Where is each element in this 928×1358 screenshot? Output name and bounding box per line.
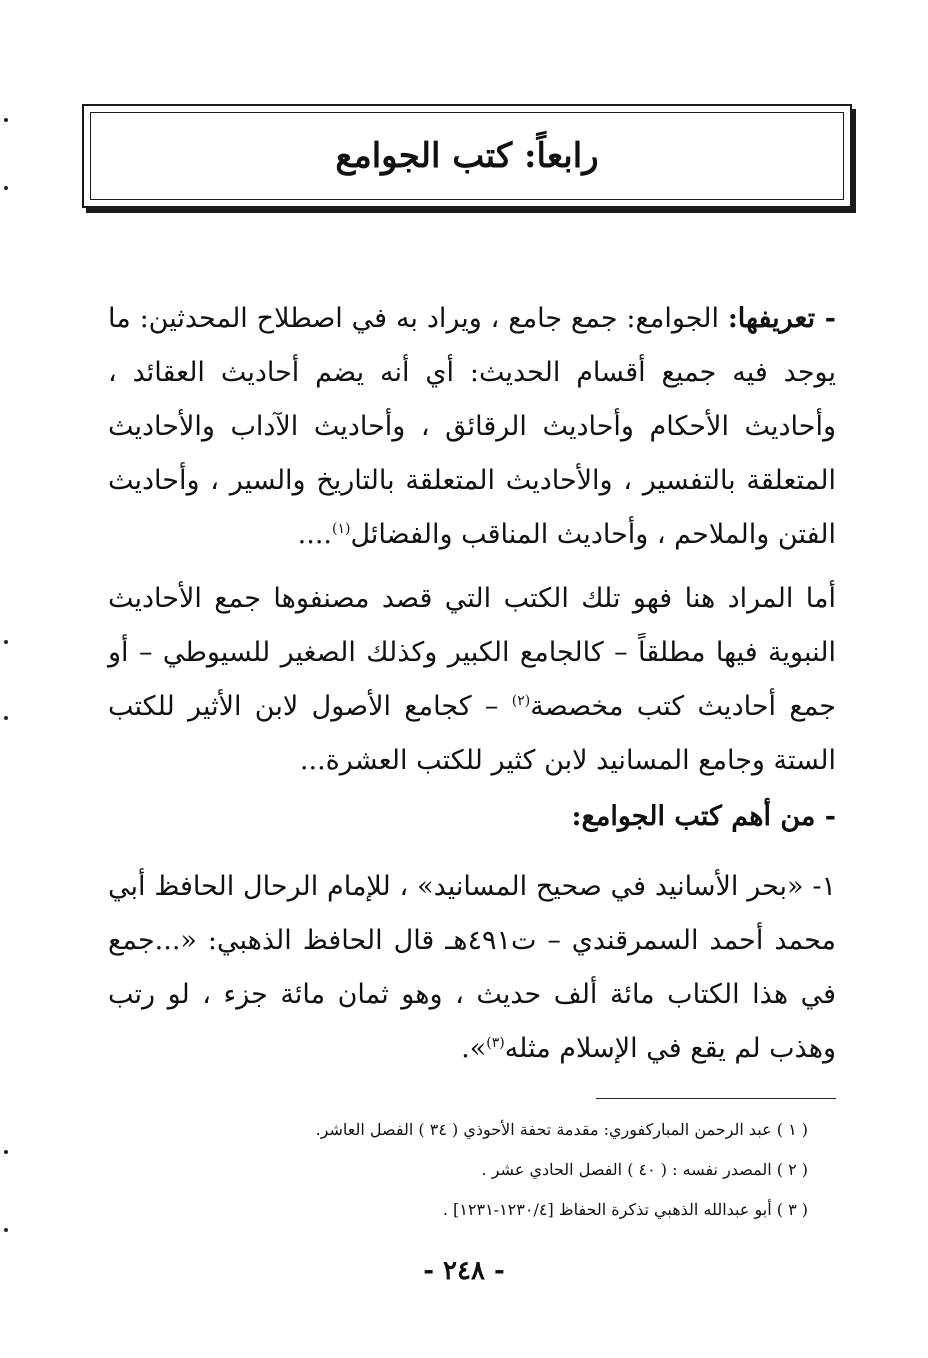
scan-mark: [4, 1150, 8, 1154]
item-1-text: ١- «بحر الأسانيد في صحيح المسانيد» ، للإمام الرحال الحافظ أبي محمد أحمد السمرقندي – ت٤٩١هـ قال الحافظ الذهبي: «...جمع في هذا الكتاب مائة ألف حديث ، وهو ثمان مائة جزء ، لو رتب وهذب لم يقع في الإسلام مثله: [108, 871, 836, 1064]
footnote-3: ( ٣ ) أبو عبدالله الذهبي تذكرة الحفاظ [١٢٣٠/٤-١٢٣١] .: [442, 1200, 808, 1219]
scan-mark: [4, 118, 8, 122]
purpose-text-2: – كجامع الأصول لابن الأثير للكتب الستة وجامع المسانيد لابن كثير للكتب العشرة...: [108, 691, 836, 776]
purpose-text-1: أما المراد هنا فهو تلك الكتب التي قصد مصنفوها جمع الأحاديث النبوية فيها مطلقاً – كالجامع الكبير وكذلك الصغير للسيوطي – أو جمع أحاديث كتب مخصصة: [108, 583, 836, 722]
body-text: [108, 292, 836, 1076]
footnotes: [108, 1110, 808, 1230]
title-inner-frame: [90, 112, 844, 200]
page-title: رابعاً: كتب الجوامع: [335, 136, 599, 176]
scan-mark: [4, 1228, 8, 1232]
definition-tail: ....: [297, 519, 332, 550]
definition-lead: - تعريفها:: [727, 303, 836, 334]
item-1-paragraph: [108, 860, 836, 1076]
footnote-2: ( ٢ ) المصدر نفسه : ( ٤٠ ) الفصل الحادي عشر .: [481, 1160, 808, 1179]
definition-paragraph: [108, 292, 836, 562]
footnote-separator: [596, 1098, 836, 1099]
footnote-ref-2: (٢): [511, 693, 531, 709]
scan-mark: [4, 640, 8, 644]
scan-mark: [4, 186, 8, 190]
title-frame: [82, 104, 852, 208]
scan-mark: [4, 716, 8, 720]
page-number: - ٢٤٨ -: [423, 1256, 505, 1286]
footnote-ref-1: (١): [332, 521, 351, 537]
purpose-paragraph: [108, 572, 836, 788]
definition-text: الجوامع: جمع جامع ، ويراد به في اصطلاح المحدثين: ما يوجد فيه جميع أقسام الحديث: أي أنه يضم أحاديث العقائد ، وأحاديث الأحكام وأحاديث الرقائق ، وأحاديث الآداب والأحاديث المتعلقة بالتفسير ، والأحاديث المتعلقة بالتاريخ والسير ، وأحاديث الفتن والملاحم ، وأحاديث المناقب والفضائل: [108, 303, 836, 550]
item-1-tail: ».: [461, 1033, 487, 1064]
footnote-ref-3: (٣): [486, 1035, 505, 1051]
footnote-1: ( ١ ) عبد الرحمن المباركفوري: مقدمة تحفة الأحوذي ( ٣٤ ) الفصل العاشر.: [315, 1120, 808, 1139]
important-books-heading: - من أهم كتب الجوامع:: [571, 801, 836, 832]
